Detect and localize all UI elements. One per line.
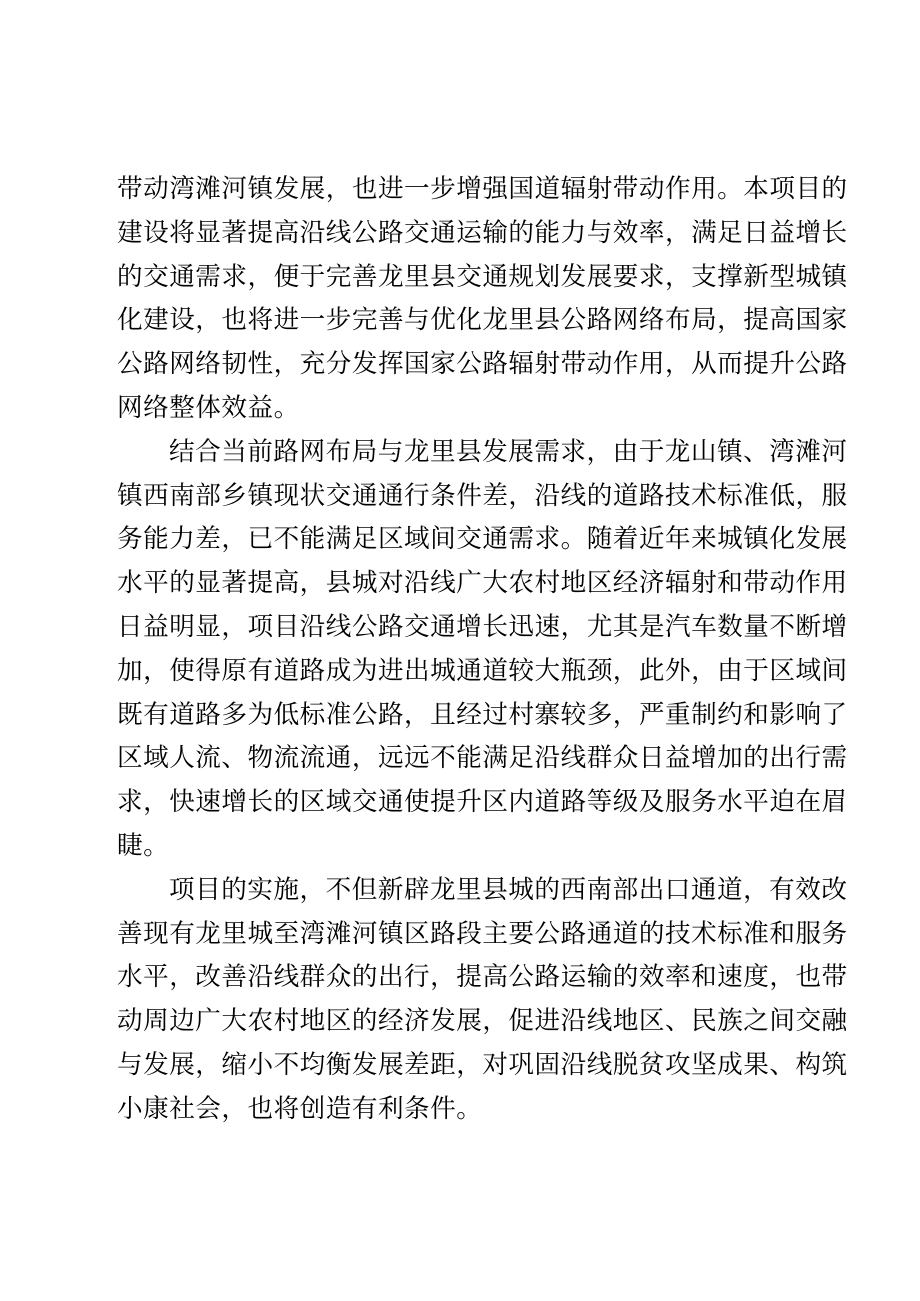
paragraph-1-line-2: 建设将显著提高沿线公路交通运输的能力与效率，满足日益增长 — [117, 217, 848, 248]
paragraph-2 — [117, 431, 848, 869]
paragraph-2-line-9: 求，快速增长的区域交通使提升区内道路等级及服务水平迫在眉 — [117, 787, 848, 818]
paragraph-1-line-1: 带动湾滩河镇发展，也进一步增强国道辐射带动作用。本项目的 — [117, 174, 848, 204]
paragraph-3-line-5: 与发展，缩小不均衡发展差距，对巩固沿线脱贫攻坚成果、构筑 — [117, 1049, 848, 1080]
paragraph-2-line-7: 既有道路多为低标准公路，且经过村寨较多，严重制约和影响了 — [117, 699, 848, 730]
paragraph-3-line-3: 水平，改善沿线群众的出行，提高公路运输的效率和速度，也带 — [117, 962, 848, 993]
paragraph-2-line-3: 务能力差，已不能满足区域间交通需求。随着近年来城镇化发展 — [117, 524, 848, 555]
paragraph-2-line-4: 水平的显著提高，县城对沿线广大农村地区经济辐射和带动作用 — [117, 568, 848, 599]
paragraph-3 — [117, 869, 848, 1132]
paragraph-1-line-3: 的交通需求，便于完善龙里县交通规划发展要求，支撑新型城镇 — [117, 261, 848, 292]
paragraph-1-line-5: 公路网络韧性，充分发挥国家公路辐射带动作用，从而提升公路 — [117, 349, 848, 380]
document-body — [117, 168, 848, 1132]
paragraph-2-line-5: 日益明显，项目沿线公路交通增长迅速，尤其是汽车数量不断增 — [117, 611, 848, 642]
paragraph-3-line-2: 善现有龙里城至湾滩河镇区路段主要公路通道的技术标准和服务 — [117, 918, 848, 949]
paragraph-3-line-6: 小康社会，也将创造有利条件。 — [117, 1093, 483, 1124]
paragraph-2-line-6: 加，使得原有道路成为进出城通道较大瓶颈，此外，由于区域间 — [117, 655, 848, 686]
paragraph-1 — [117, 168, 848, 431]
paragraph-3-line-1: 项目的实施，不但新辟龙里县城的西南部出口通道，有效改 — [169, 874, 848, 905]
paragraph-3-line-4: 动周边广大农村地区的经济发展，促进沿线地区、民族之间交融 — [117, 1006, 848, 1037]
paragraph-1-line-6: 网络整体效益。 — [117, 392, 300, 423]
paragraph-2-line-2: 镇西南部乡镇现状交通通行条件差，沿线的道路技术标准低，服 — [117, 480, 848, 511]
paragraph-1-line-4: 化建设，也将进一步完善与优化龙里县公路网络布局，提高国家 — [117, 305, 848, 336]
paragraph-2-line-8: 区域人流、物流流通，远远不能满足沿线群众日益增加的出行需 — [117, 743, 848, 774]
paragraph-2-line-10: 睫。 — [117, 830, 170, 861]
paragraph-2-line-1: 结合当前路网布局与龙里县发展需求，由于龙山镇、湾滩河 — [169, 436, 848, 467]
